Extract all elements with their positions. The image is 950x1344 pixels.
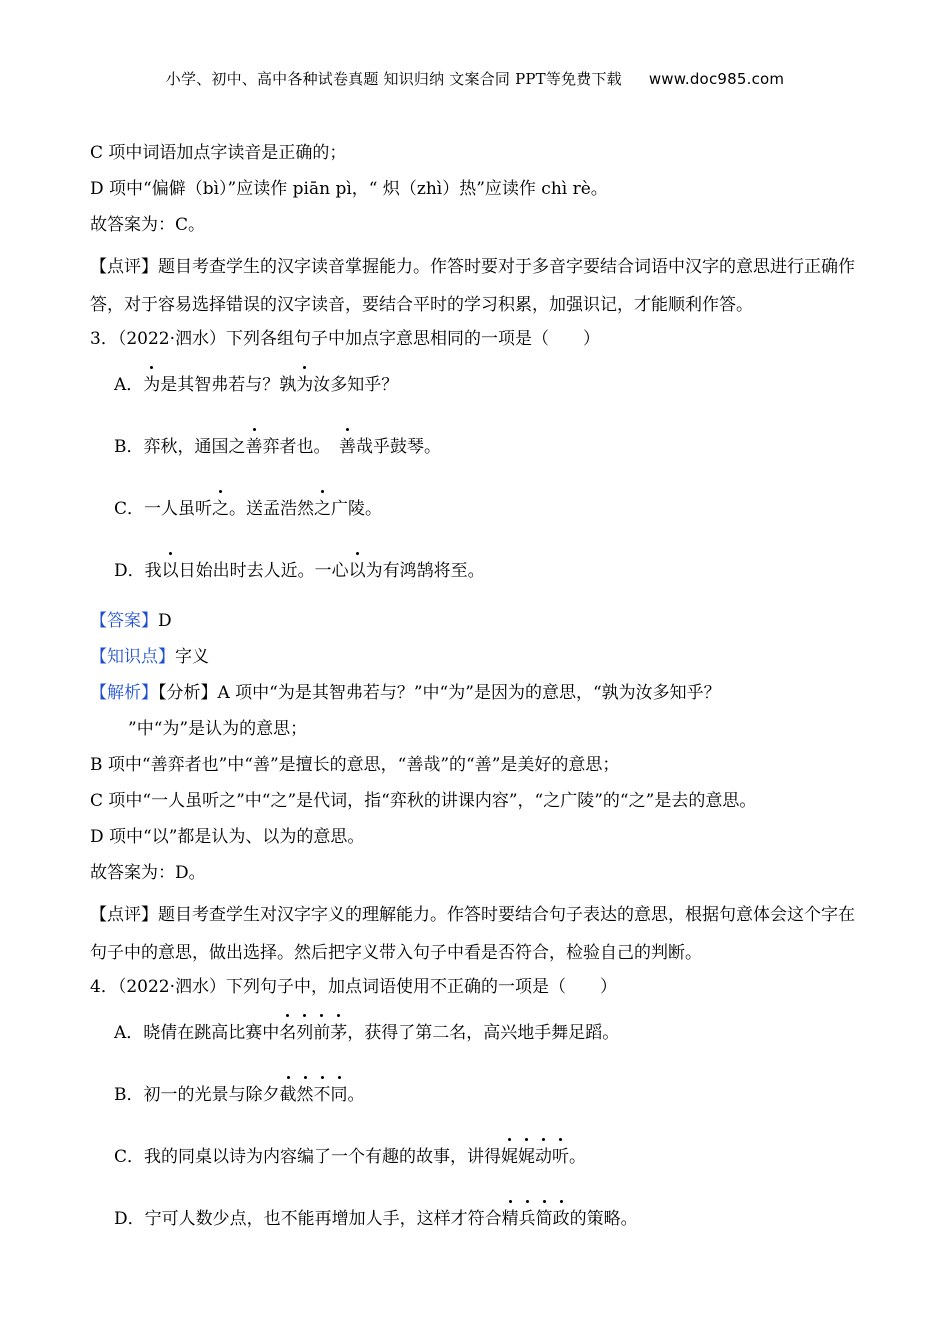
option-text: 是其智弗若与？孰 (160, 375, 297, 395)
q3-knowledge (90, 644, 865, 670)
option-text: 我 (144, 561, 162, 581)
dotted-word: 以 (349, 558, 366, 584)
dotted-char: 兵 (519, 1206, 536, 1232)
dotted-phrase (501, 1147, 569, 1167)
dotted-word: 为 (143, 372, 160, 398)
dotted-char: 名 (279, 1020, 296, 1046)
knowledge-value: 字义 (175, 647, 209, 667)
analysis-text: 【分析】A 项中“为是其智弗若与？”中“为”是因为的意思，“孰为汝多知乎？ (158, 683, 721, 703)
q3-d-line: D 项中“以”都是认为、以为的意思。 (90, 827, 365, 847)
dotted-char: 前 (313, 1020, 330, 1046)
option-text: 广陵。 (331, 499, 383, 519)
dotted-char: 截 (280, 1082, 297, 1108)
option-text: 弈者也。 (262, 437, 339, 457)
option-text: 初一的光景与除夕 (143, 1085, 280, 1105)
option-text: 汝多知乎？ (313, 375, 399, 395)
option-label: D． (114, 561, 145, 581)
dotted-word: 以 (162, 558, 179, 584)
option-label: B． (114, 1085, 144, 1105)
q2-comment-tag: 【点评】 (90, 257, 158, 277)
document-body (90, 140, 865, 1256)
dotted-char: 娓 (501, 1144, 518, 1170)
option-text: 宁可人数少点，也不能再增加人手，这样才符合 (144, 1209, 502, 1229)
q3-option-c[interactable] (90, 496, 865, 522)
q2-answer-line: 故答案为：C。 (90, 215, 206, 235)
option-text: ，获得了第二名，高兴地手舞足蹈。 (347, 1023, 620, 1043)
q3-answer-line: 故答案为：D。 (90, 863, 206, 883)
dotted-char: 动 (535, 1144, 552, 1170)
dotted-char: 不 (314, 1082, 331, 1108)
page-header (0, 68, 950, 89)
option-text: 日始出时去人近。一心 (178, 561, 349, 581)
dotted-char: 然 (297, 1082, 314, 1108)
option-text: 。 (347, 1085, 365, 1105)
q3-analysis-line1 (90, 680, 865, 706)
dotted-word: 之 (314, 496, 331, 522)
dotted-word: 善 (246, 434, 263, 460)
dotted-word: 之 (212, 496, 229, 522)
q4-option-a[interactable] (90, 1020, 865, 1046)
q2-c-line: C 项中词语加点字读音是正确的； (90, 143, 347, 163)
q4-option-d[interactable] (90, 1206, 865, 1232)
q2-comment (90, 248, 865, 324)
q3-option-b[interactable] (90, 434, 865, 460)
option-text: 弈秋，通国之 (143, 437, 246, 457)
dotted-word: 善 (339, 434, 356, 460)
option-text: 。 (569, 1147, 587, 1167)
knowledge-tag: 【知识点】 (90, 647, 175, 667)
q3-option-d[interactable] (90, 558, 865, 584)
dotted-char: 同 (331, 1082, 348, 1108)
q3-comment-text: 题目考查学生对汉字字义的理解能力。作答时要结合句子表达的意思，根据句意体会这个字在句子中的意思，做出选择。然后把字义带入句子中看是否符合，检验自己的判断。 (90, 905, 855, 963)
analysis-tag: 【解析】 (90, 683, 158, 703)
header-site-link[interactable]: www.doc985.com (648, 70, 785, 88)
q3-answer (90, 608, 865, 634)
q4-option-b[interactable] (90, 1082, 865, 1108)
answer-value: D (158, 611, 172, 631)
dotted-char: 精 (502, 1206, 519, 1232)
dotted-char: 茅 (330, 1020, 347, 1046)
dotted-phrase (280, 1085, 348, 1105)
q4-option-c[interactable] (90, 1144, 865, 1170)
dotted-phrase (279, 1023, 347, 1043)
header-text: 小学、初中、高中各种试卷真题 知识归纳 文案合同 PPT等免费下载 (165, 70, 622, 88)
dotted-phrase (502, 1209, 570, 1229)
q3-option-a[interactable] (90, 372, 865, 398)
option-text: 为有鸿鹄将至。 (365, 561, 485, 581)
option-label: A． (114, 375, 144, 395)
q3-c-line: C 项中“一人虽听之”中“之”是代词，指“弈秋的讲课内容”，“之广陵”的“之”是去的意思。 (90, 791, 757, 811)
option-text: 我的同桌以诗为内容编了一个有趣的故事，讲得 (144, 1147, 502, 1167)
q3-comment-tag: 【点评】 (90, 905, 158, 925)
option-text: 的策略。 (569, 1209, 638, 1229)
dotted-char: 娓 (518, 1144, 535, 1170)
option-label: B． (114, 437, 144, 457)
option-text: 一人虽听 (144, 499, 213, 519)
option-label: C． (114, 1147, 145, 1167)
q3-analysis-line2: ”中“为”是认为的意思； (128, 719, 308, 739)
dotted-char: 政 (553, 1206, 570, 1232)
q2-comment-text: 题目考查学生的汉字读音掌握能力。作答时要对于多音字要结合词语中汉字的意思进行正确作答，对于容易选择错误的汉字读音，要结合平时的学习积累，加强识记，才能顺利作答。 (90, 257, 855, 315)
answer-tag: 【答案】 (90, 611, 158, 631)
option-text: 哉乎鼓琴。 (356, 437, 441, 457)
option-text: 。送孟浩然 (229, 499, 315, 519)
option-label: A． (114, 1023, 144, 1043)
option-label: D． (114, 1209, 145, 1229)
option-label: C． (114, 499, 145, 519)
q3-heading: 3．（2022·泗水）下列各组句子中加点字意思相同的一项是（ ） (90, 329, 600, 349)
q3-comment (90, 896, 865, 972)
dotted-char: 简 (536, 1206, 553, 1232)
dotted-char: 列 (296, 1020, 313, 1046)
option-text: 晓倩在跳高比赛中 (143, 1023, 280, 1043)
q3-b-line: B 项中“善弈者也”中“善”是擅长的意思，“善哉”的“善”是美好的意思； (90, 755, 620, 775)
q4-heading: 4．（2022·泗水）下列句子中，加点词语使用不正确的一项是（ ） (90, 977, 617, 997)
dotted-char: 听 (552, 1144, 569, 1170)
dotted-word: 为 (296, 372, 313, 398)
q2-d-line: D 项中“偏僻（bì）”应读作 piān pì，“ 炽（zhì）热”应读作 chì rè。 (90, 179, 608, 199)
